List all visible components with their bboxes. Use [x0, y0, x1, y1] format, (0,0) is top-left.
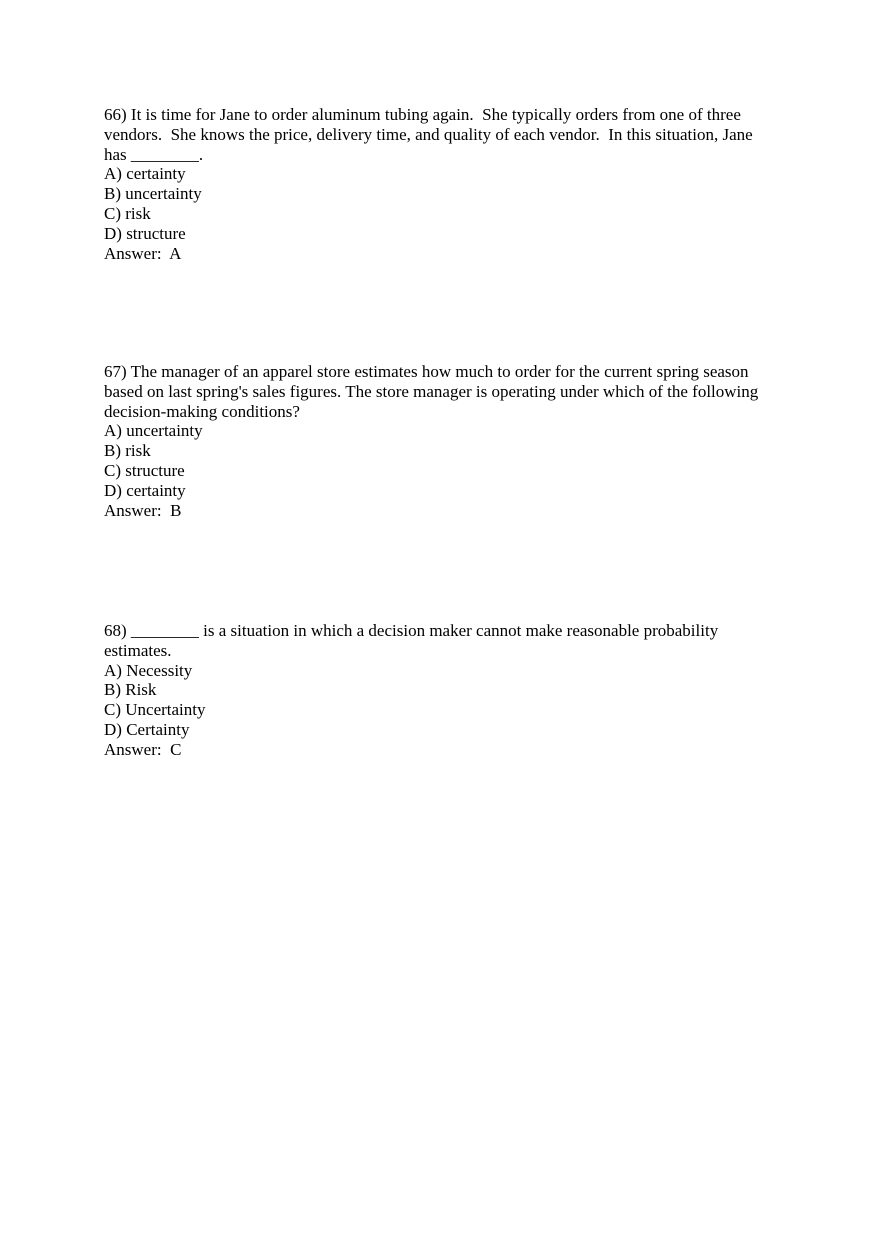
- question-stem-line: 67) The manager of an apparel store estimates how much to order for the current spring season: [104, 362, 749, 381]
- question-stem-line: vendors. She knows the price, delivery time, and quality of each vendor. In this situation, Jane: [104, 124, 753, 144]
- answer-key: Answer: B: [104, 500, 182, 520]
- answer-option-c: C) structure: [104, 460, 185, 480]
- answer-option-c: C) risk: [104, 203, 151, 223]
- answer-option-d: D) Certainty: [104, 719, 190, 739]
- answer-option-b: B) Risk: [104, 680, 157, 700]
- answer-option-a: A) uncertainty: [104, 421, 203, 441]
- answer-key: Answer: C: [104, 739, 182, 759]
- answer-option-c: C) Uncertainty: [104, 700, 206, 720]
- question-stem-line: 68) ________ is a situation in which a decision maker cannot make reasonable probability: [104, 621, 719, 640]
- question-stem-line: based on last spring's sales figures. The store manager is operating under which of the following: [104, 381, 759, 401]
- question-stem-line: 66) It is time for Jane to order aluminum tubing again. She typically orders from one of three: [104, 105, 741, 124]
- answer-option-d: D) structure: [104, 223, 186, 243]
- answer-option-b: B) risk: [104, 441, 151, 461]
- question-stem-line: decision-making conditions?: [104, 401, 300, 421]
- answer-key: Answer: A: [104, 243, 182, 263]
- question-67: [104, 362, 784, 520]
- answer-option-a: A) certainty: [104, 164, 186, 184]
- question-68: [104, 621, 784, 760]
- answer-option-b: B) uncertainty: [104, 184, 202, 204]
- answer-option-d: D) certainty: [104, 480, 186, 500]
- question-stem-line: has ________.: [104, 144, 204, 164]
- question-66: [104, 105, 784, 263]
- question-stem-line: estimates.: [104, 640, 172, 660]
- answer-option-a: A) Necessity: [104, 660, 193, 680]
